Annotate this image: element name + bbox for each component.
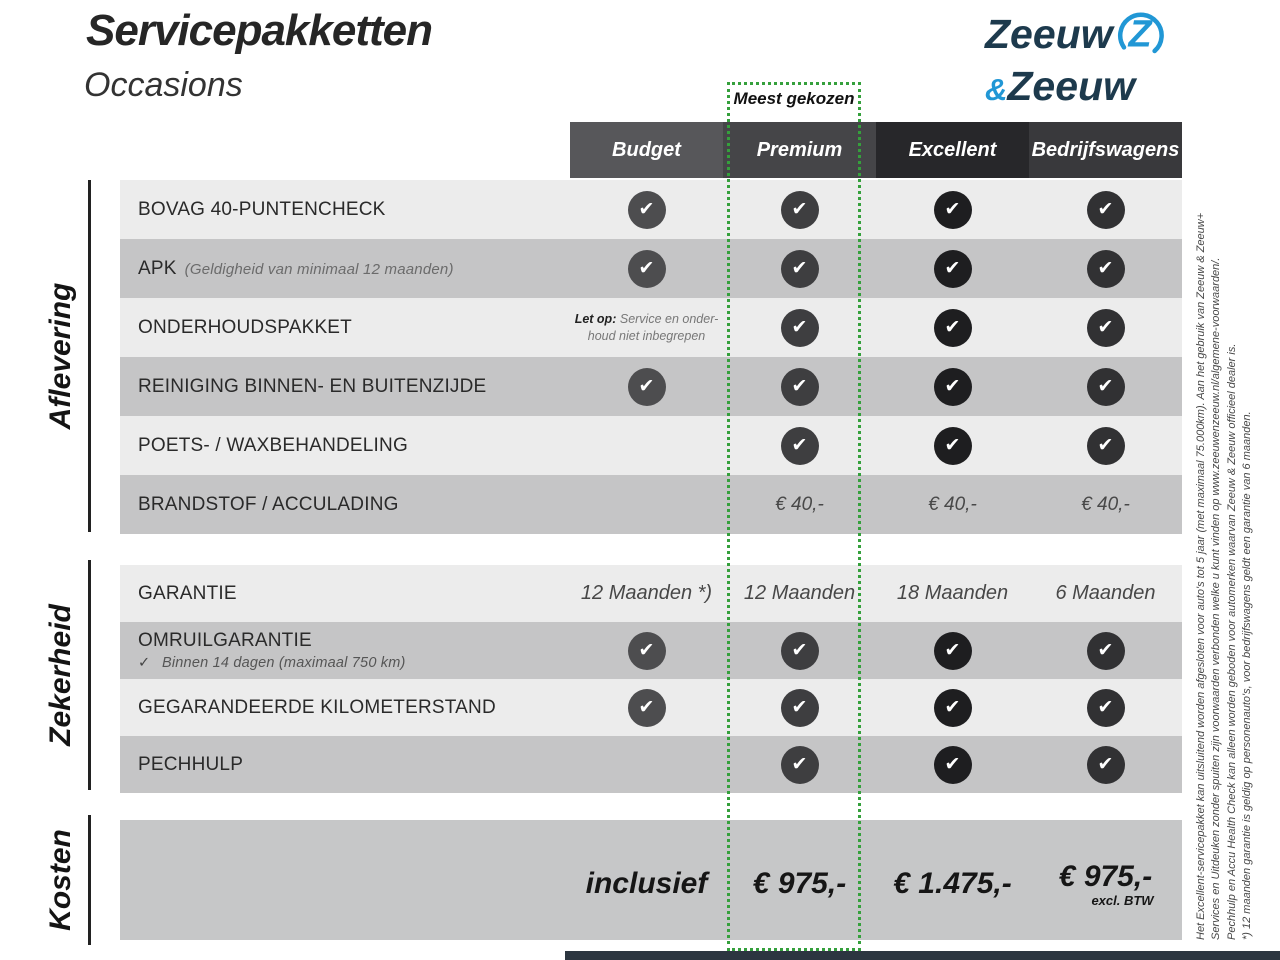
cell-premium (723, 475, 876, 534)
garantie-value: 12 Maanden (743, 582, 856, 604)
brand-logo-line1 (985, 12, 1195, 68)
row-label: PECHHULP (138, 753, 244, 775)
check-glyph: ✔ (791, 697, 808, 718)
check-glyph: ✔ (791, 640, 808, 661)
section-divider-kosten (88, 815, 91, 945)
row-label: BOVAG 40-PUNTENCHECK (138, 198, 386, 220)
row-label: BRANDSTOF / ACCULADING (138, 493, 399, 515)
check-icon (781, 250, 819, 288)
cell-budget (570, 298, 723, 357)
table-row-garantie (120, 565, 1182, 622)
check-glyph: ✔ (1097, 376, 1114, 397)
cell-premium (723, 736, 876, 793)
price-value: € 40,- (1081, 493, 1130, 515)
check-glyph: ✔ (638, 376, 655, 397)
z-swoosh-icon (1115, 6, 1169, 68)
check-glyph: ✔ (638, 640, 655, 661)
table-row-apk (120, 239, 1182, 298)
fine-print-line: *) 12 maanden garantie is geldig op personenauto's, voor bedrijfswagens geldt een garantie van 6 maanden. (1241, 411, 1254, 940)
table-row-kilometerstand (120, 679, 1182, 736)
svg-text:Z: Z (1128, 13, 1152, 56)
page-title: Servicepakketten (86, 6, 432, 55)
cell-budget (570, 239, 723, 298)
check-glyph: ✔ (791, 258, 808, 279)
kosten-value: inclusief (585, 867, 708, 900)
section-label-aflevering: Aflevering (44, 282, 77, 430)
column-header-bedrijfswagens (1029, 122, 1182, 178)
cell-bedrijfswagens (1029, 679, 1182, 736)
meest-gekozen-label: Meest gekozen (733, 89, 855, 108)
section-label-zekerheid: Zekerheid (44, 604, 77, 746)
row-label: ONDERHOUDSPAKKET (138, 316, 352, 338)
cell-excellent (876, 475, 1029, 534)
check-glyph: ✔ (944, 754, 961, 775)
garantie-value: 18 Maanden (896, 582, 1009, 604)
cell-excellent (876, 679, 1029, 736)
check-icon (934, 309, 972, 347)
letop-line2: houd niet inbegrepen (587, 328, 706, 343)
table-row-poets-wax (120, 416, 1182, 475)
letop-bold: Let op: (574, 312, 617, 326)
check-icon (1087, 191, 1125, 229)
row-label (120, 258, 454, 280)
price-value: € 40,- (775, 493, 824, 515)
check-icon (628, 632, 666, 670)
section-divider-aflevering (88, 180, 91, 532)
check-icon (1087, 309, 1125, 347)
column-header-label: Bedrijfswagens (1031, 138, 1180, 161)
row-label: REINIGING BINNEN- EN BUITENZIJDE (138, 375, 487, 397)
column-header-label: Budget (612, 138, 681, 161)
cell-bedrijfswagens (1029, 565, 1182, 622)
check-icon (934, 191, 972, 229)
check-icon (934, 746, 972, 784)
cell-budget (570, 622, 723, 679)
check-icon (781, 689, 819, 727)
row-label-note: (Geldigheid van minimaal 12 maanden) (184, 260, 454, 278)
table-row-pechhulp (120, 736, 1182, 793)
check-icon (1087, 632, 1125, 670)
cell-excellent (876, 736, 1029, 793)
cell-budget (570, 820, 723, 940)
column-header-premium (723, 122, 876, 178)
cell-excellent (876, 239, 1029, 298)
check-icon (934, 250, 972, 288)
check-glyph: ✔ (791, 376, 808, 397)
check-glyph: ✔ (1097, 199, 1114, 220)
table-row-brandstof (120, 475, 1182, 534)
cell-bedrijfswagens (1029, 416, 1182, 475)
kosten-row (120, 820, 1182, 940)
fine-print (1194, 122, 1256, 940)
check-glyph: ✔ (1097, 640, 1114, 661)
row-label (120, 630, 406, 671)
brand-name-top: Zeeuw (985, 11, 1113, 57)
check-icon (934, 427, 972, 465)
cell-bedrijfswagens (1029, 736, 1182, 793)
column-header-excellent (876, 122, 1029, 178)
garantie-value: 6 Maanden (1055, 582, 1156, 604)
cell-excellent (876, 357, 1029, 416)
check-icon (781, 427, 819, 465)
check-icon (628, 250, 666, 288)
brand-logo-line2 (985, 63, 1195, 110)
check-glyph: ✔ (791, 199, 808, 220)
check-glyph: ✔ (638, 199, 655, 220)
cell-excellent (876, 416, 1029, 475)
check-glyph: ✔ (944, 640, 961, 661)
column-header-label: Excellent (908, 138, 997, 161)
row-label-main: OMRUILGARANTIE (138, 630, 312, 651)
check-glyph: ✔ (791, 435, 808, 456)
cell-budget (570, 679, 723, 736)
fine-print-line: Het Excellent-servicepakket kan uitsluitend worden afgesloten voor auto's tot 5 jaar (met maximaal 75.000km). Aan het gebruik van Zeeuw & Zeeuw+ (1195, 212, 1207, 940)
brand-logo (985, 12, 1195, 110)
check-icon (1087, 250, 1125, 288)
check-icon (628, 689, 666, 727)
cell-premium (723, 416, 876, 475)
cell-excellent (876, 622, 1029, 679)
check-glyph: ✔ (1097, 697, 1114, 718)
row-label: POETS- / WAXBEHANDELING (138, 434, 408, 456)
check-icon (934, 632, 972, 670)
row-label: GARANTIE (138, 582, 237, 604)
check-icon (781, 746, 819, 784)
check-glyph: ✔ (944, 317, 961, 338)
check-glyph: ✔ (1097, 435, 1114, 456)
letop-line1: Service en onder- (619, 312, 719, 326)
letop-note (575, 311, 719, 344)
check-icon (781, 368, 819, 406)
subnote-text: Binnen 14 dagen (maximaal 750 km) (162, 655, 406, 671)
check-glyph: ✔ (1097, 317, 1114, 338)
cell-premium (723, 180, 876, 239)
brand-name-bottom: Zeeuw (1007, 63, 1135, 109)
check-icon (781, 632, 819, 670)
kosten-value: € 975,- (1058, 860, 1153, 893)
cell-bedrijfswagens (1029, 622, 1182, 679)
cell-bedrijfswagens (1029, 239, 1182, 298)
cell-premium (723, 820, 876, 940)
row-label: GEGARANDEERDE KILOMETERSTAND (138, 696, 496, 718)
fine-print-line: Pechhulp en Accu Health Check kan alleen worden geboden voor automerken waarvan Zeeuw & Zeeuw officieel dealer is. (1225, 343, 1238, 940)
check-glyph: ✔ (944, 199, 961, 220)
fine-print-line: Services en Uitdeuken zonder spuiten zijn voorwaarden verbonden welke u kunt vinden op www.zeeuwenzeeuw.nl/algemene-voorwaarden/. (1210, 257, 1223, 940)
cell-bedrijfswagens (1029, 298, 1182, 357)
cell-bedrijfswagens (1029, 180, 1182, 239)
cell-premium (723, 298, 876, 357)
kosten-btw-note: excl. BTW (1091, 893, 1154, 908)
cell-budget (570, 565, 723, 622)
check-glyph: ✔ (944, 435, 961, 456)
table-row-reiniging (120, 357, 1182, 416)
cell-bedrijfswagens (1029, 820, 1182, 940)
cell-budget (570, 357, 723, 416)
check-glyph: ✔ (944, 697, 961, 718)
check-icon (934, 368, 972, 406)
check-glyph: ✔ (1097, 258, 1114, 279)
column-header-budget (570, 122, 723, 178)
check-icon (1087, 746, 1125, 784)
check-glyph: ✔ (791, 317, 808, 338)
cell-excellent (876, 565, 1029, 622)
row-label-subnote (138, 655, 406, 671)
footer-strip (565, 951, 1280, 960)
page-subtitle: Occasions (84, 66, 243, 104)
check-icon (781, 309, 819, 347)
check-glyph: ✔ (944, 258, 961, 279)
cell-premium (723, 239, 876, 298)
cell-excellent (876, 820, 1029, 940)
cell-bedrijfswagens (1029, 357, 1182, 416)
section-divider-zekerheid (88, 560, 91, 790)
check-icon (1087, 368, 1125, 406)
cell-premium (723, 622, 876, 679)
table-row-onderhoudspakket (120, 298, 1182, 357)
garantie-value: 12 Maanden *) (580, 582, 713, 604)
price-value: € 40,- (928, 493, 977, 515)
section-label-kosten: Kosten (44, 829, 77, 931)
table-row-omruilgarantie (120, 622, 1182, 679)
brand-ampersand: & (985, 72, 1008, 107)
kosten-value: € 1.475,- (893, 867, 1012, 900)
check-icon (628, 368, 666, 406)
kosten-value: € 975,- (752, 867, 847, 900)
check-glyph: ✔ (1097, 754, 1114, 775)
cell-premium (723, 565, 876, 622)
cell-budget (570, 180, 723, 239)
check-glyph: ✔ (638, 697, 655, 718)
check-glyph: ✔ (638, 258, 655, 279)
column-header-label: Premium (756, 138, 843, 161)
cell-premium (723, 679, 876, 736)
check-icon (781, 191, 819, 229)
check-glyph: ✔ (791, 754, 808, 775)
check-icon (934, 689, 972, 727)
cell-bedrijfswagens (1029, 475, 1182, 534)
check-icon: ✓ (138, 655, 151, 671)
check-icon (1087, 689, 1125, 727)
check-icon (628, 191, 666, 229)
table-row-bovag (120, 180, 1182, 239)
row-label-main: APK (138, 257, 177, 279)
cell-excellent (876, 298, 1029, 357)
check-glyph: ✔ (944, 376, 961, 397)
cell-premium (723, 357, 876, 416)
check-icon (1087, 427, 1125, 465)
cell-excellent (876, 180, 1029, 239)
